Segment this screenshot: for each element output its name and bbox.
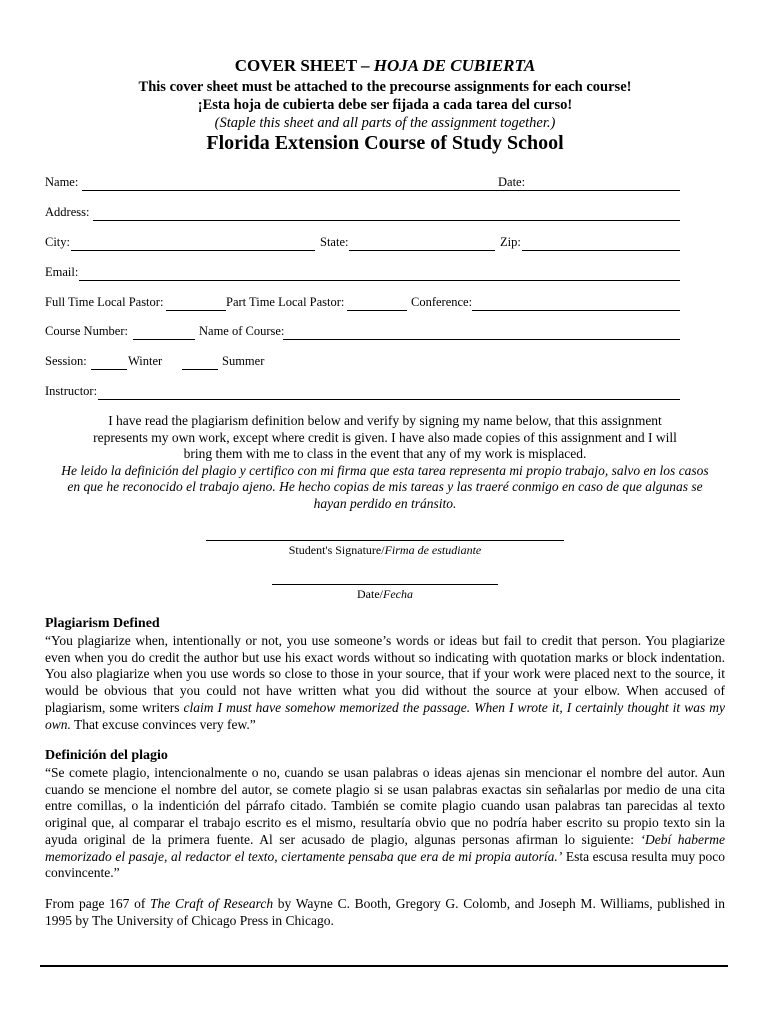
winter-field[interactable] [91, 369, 127, 370]
form-row-course [45, 323, 680, 341]
full-time-field[interactable] [166, 310, 226, 311]
instructor-label: Instructor: [45, 384, 98, 398]
zip-field[interactable] [522, 250, 680, 251]
plagiarism-definition-es: “Se comete plagio, intencionalmente o no, cuando se usan palabras o ideas ajenas sin mencionar el nombre del autor. Aun cuando se mencione el nombre del autor, se comete plagio si se usan palabras exactas sin señalarlas por medio de una cita entre comillas, o la indentición del párrafo citado. También se comite plagio cuando usan palabras tan parecidas al texto original que, al comparar el trabajo escrito es el mismo, resultaría obvio que no podría haber escrito su propio texto sin la ayuda original de la primera fuente. Al ser acusado de plagio, algunas personas afirman lo siguiente: ‘Debí haberme memorizado el pasaje, al redactor el texto, ciertamente pensaba que era de mi propia autoría.’ Esta escusa resulta muy poco convincente.” [45, 765, 725, 881]
plagiarism-definition-en: “You plagiarize when, intentionally or not, you use someone’s words or ideas but fail to credit that person. You plagiarize even when you do credit the author but use his exact words without so indicating with quotation marks or block indentation. You also plagiarize when you use words so close to those in your source, that if your work were placed next to the source, it would be obvious that you could not have written what you did without the source at your elbow. When accused of plagiarism, some writers claim I must have somehow memorized the passage. When I wrote it, I certainly thought it was my own. That excuse convinces very few.” [45, 633, 725, 732]
address-label: Address: [45, 205, 90, 219]
source-citation: From page 167 of The Craft of Research by Wayne C. Booth, Gregory G. Colomb, and Joseph M. Williams, published in 1995 by The University of Chicago Press in Chicago. [45, 896, 725, 928]
part-time-label: Part Time Local Pastor: [226, 295, 345, 309]
document-title: COVER SHEET – HOJA DE CUBIERTA [234, 56, 536, 75]
verification-statement: I have read the plagiarism definition below and verify by signing my name below, that this assignment represents my own work, except where credit is given. I have also made copies of this assignment and I will bring them with me to class in the event that any of my work is misplaced. He leido la definición del plagio y certifico con mi firma que esta tarea representa mi propio trabajo, salvo en los casos en que he reconocido el trabajo ajeno. He hecho copias de mis tareas y las traeré conmigo en caso de que algunas se hayan perdido en tránsito. [61, 413, 709, 511]
form-row-email [45, 264, 680, 282]
date-label: Date: [498, 175, 526, 189]
name-label: Name: [45, 175, 79, 189]
zip-label: Zip: [500, 235, 521, 249]
city-field[interactable] [71, 250, 315, 251]
footer-rule [40, 965, 728, 967]
form-row-pastor [45, 294, 680, 312]
session-label: Session: [45, 354, 87, 368]
instructor-field[interactable] [98, 399, 680, 400]
attach-instruction-en: This cover sheet must be attached to the precourse assignments for each course! [138, 79, 632, 95]
signature-date-line[interactable] [272, 584, 498, 585]
form-row-address [45, 204, 680, 222]
part-time-field[interactable] [347, 310, 407, 311]
signature-label: Student's Signature/Firma de estudiante [288, 543, 482, 557]
city-label: City: [45, 235, 71, 249]
summer-label: Summer [222, 354, 265, 368]
winter-label: Winter [128, 354, 163, 368]
address-field[interactable] [93, 220, 680, 221]
email-label: Email: [45, 265, 79, 279]
date-field[interactable] [528, 190, 680, 191]
signature-line[interactable] [206, 540, 564, 541]
state-label: State: [320, 235, 349, 249]
summer-field[interactable] [182, 369, 218, 370]
form-row-instructor [45, 383, 680, 401]
plagiarism-heading-es: Definición del plagio [45, 748, 168, 763]
conference-label: Conference: [411, 295, 473, 309]
signature-date-label: Date/Fecha [357, 587, 413, 601]
state-field[interactable] [349, 250, 495, 251]
staple-note: (Staple this sheet and all parts of the assignment together.) [214, 115, 556, 131]
name-field[interactable] [82, 190, 538, 191]
form-row-city [45, 234, 680, 252]
attach-instruction-es: ¡Esta hoja de cubierta debe ser fijada a cada tarea del curso! [197, 97, 573, 113]
conference-field[interactable] [472, 310, 680, 311]
course-name-label: Name of Course: [199, 324, 285, 338]
plagiarism-heading-en: Plagiarism Defined [45, 616, 160, 631]
form-row-name [45, 174, 680, 192]
course-number-label: Course Number: [45, 324, 128, 338]
course-name-field[interactable] [283, 339, 680, 340]
form-row-session [45, 353, 680, 371]
course-number-field[interactable] [133, 339, 195, 340]
school-name: Florida Extension Course of Study School [206, 132, 564, 154]
full-time-label: Full Time Local Pastor: [45, 295, 164, 309]
email-field[interactable] [79, 280, 680, 281]
